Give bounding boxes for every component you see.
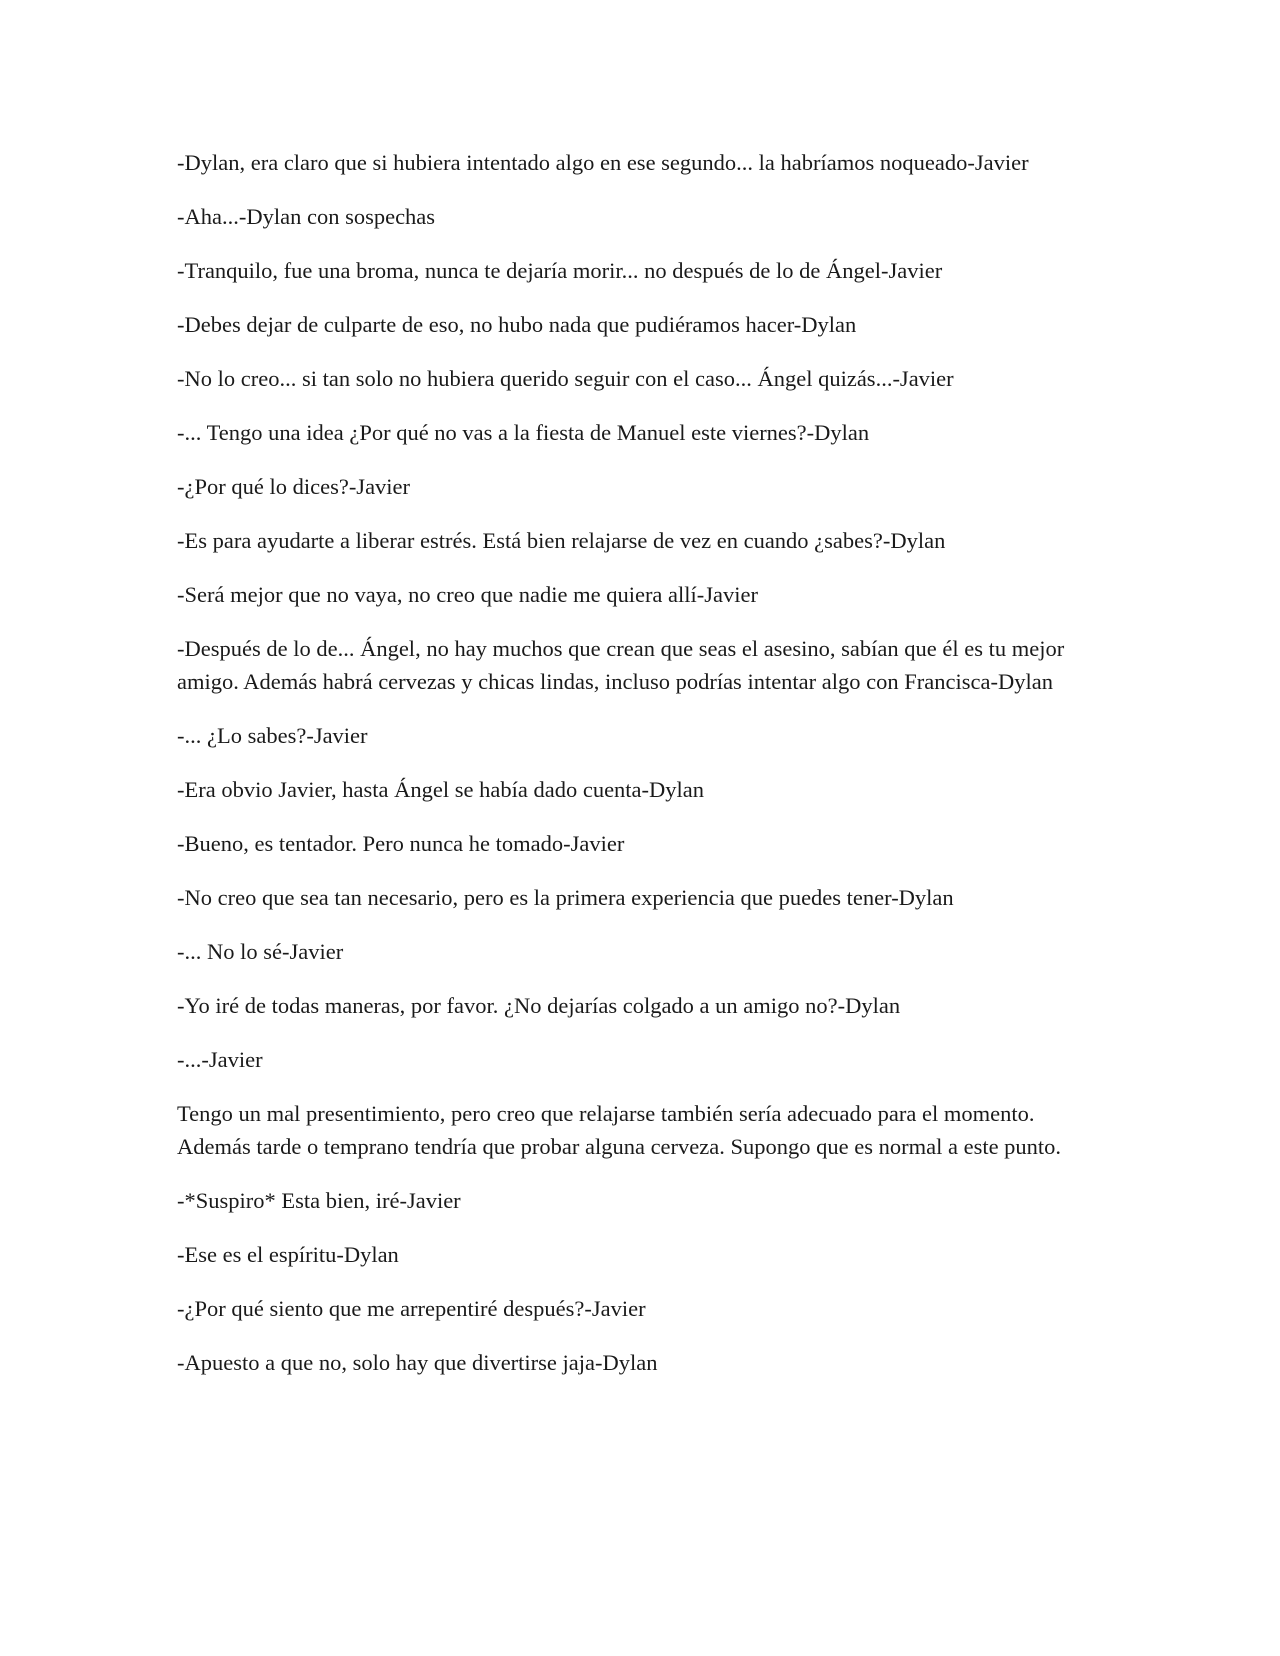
paragraph: -Tranquilo, fue una broma, nunca te dejaría morir... no después de lo de Ángel-Javier [177, 258, 943, 283]
paragraph: -¿Por qué siento que me arrepentiré después?-Javier [177, 1296, 646, 1321]
paragraph: -Ese es el espíritu-Dylan [177, 1242, 399, 1267]
paragraph: -... No lo sé-Javier [177, 939, 344, 964]
paragraph: -Yo iré de todas maneras, por favor. ¿No dejarías colgado a un amigo no?-Dylan [177, 993, 901, 1018]
paragraph: -*Suspiro* Esta bien, iré-Javier [177, 1188, 461, 1213]
paragraph: -... Tengo una idea ¿Por qué no vas a la fiesta de Manuel este viernes?-Dylan [177, 420, 870, 445]
paragraph: Tengo un mal presentimiento, pero creo que relajarse también sería adecuado para el momento. Además tarde o temprano tendría que probar alguna cerveza. Supongo que es normal a este punto. [177, 1101, 1062, 1159]
paragraph: -... ¿Lo sabes?-Javier [177, 723, 368, 748]
paragraph: -Es para ayudarte a liberar estrés. Está bien relajarse de vez en cuando ¿sabes?-Dylan [177, 528, 946, 553]
document-body [177, 146, 1087, 1400]
paragraph: -No lo creo... si tan solo no hubiera querido seguir con el caso... Ángel quizás...-Javier [177, 366, 954, 391]
paragraph: -Era obvio Javier, hasta Ángel se había dado cuenta-Dylan [177, 777, 705, 802]
paragraph: -...-Javier [177, 1047, 263, 1072]
paragraph: -Debes dejar de culparte de eso, no hubo nada que pudiéramos hacer-Dylan [177, 312, 857, 337]
paragraph: -Aha...-Dylan con sospechas [177, 204, 436, 229]
paragraph: -¿Por qué lo dices?-Javier [177, 474, 411, 499]
paragraph: -Será mejor que no vaya, no creo que nadie me quiera allí-Javier [177, 582, 759, 607]
paragraph: -Apuesto a que no, solo hay que divertirse jaja-Dylan [177, 1350, 658, 1375]
paragraph: -Dylan, era claro que si hubiera intentado algo en ese segundo... la habríamos noqueado-Javier [177, 150, 1029, 175]
paragraph: -Bueno, es tentador. Pero nunca he tomado-Javier [177, 831, 625, 856]
paragraph: -Después de lo de... Ángel, no hay muchos que crean que seas el asesino, sabían que él es tu mejor amigo. Además habrá cervezas y chicas lindas, incluso podrías intentar algo con Francisca-Dylan [177, 636, 1065, 694]
paragraph: -No creo que sea tan necesario, pero es la primera experiencia que puedes tener-Dylan [177, 885, 954, 910]
